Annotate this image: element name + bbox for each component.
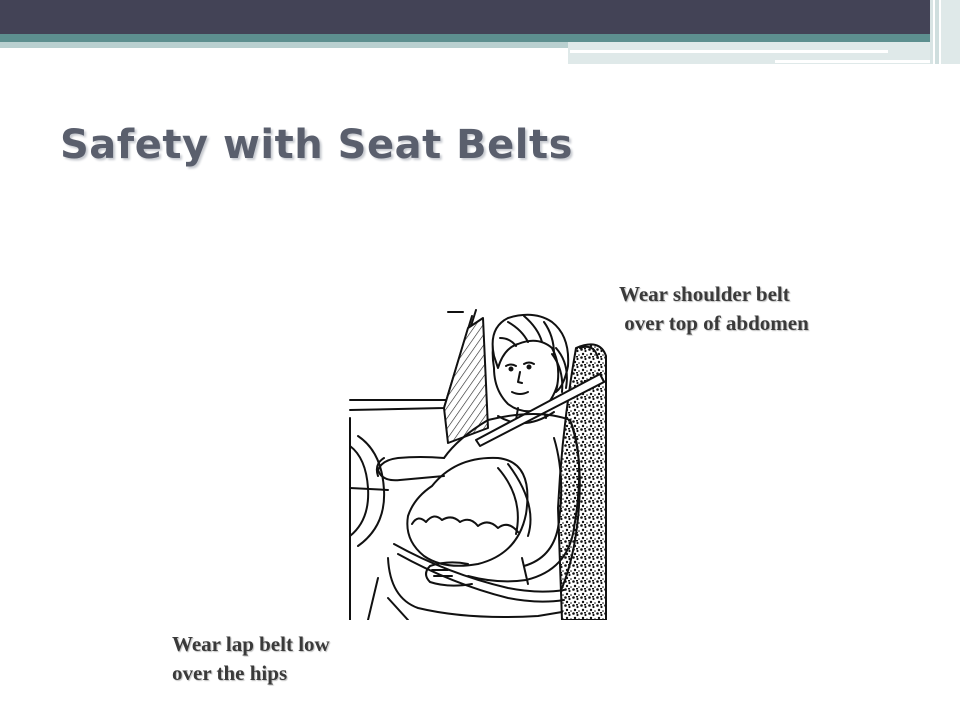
lap-caption-line1: Wear lap belt low <box>172 632 330 656</box>
shoulder-caption-line2: over top of abdomen <box>619 311 809 335</box>
header-band-dark <box>0 0 960 34</box>
header-band-stripe-lower <box>775 60 945 63</box>
header-band-teal <box>0 34 960 42</box>
shoulder-caption-line1: Wear shoulder belt <box>619 282 790 306</box>
shoulder-belt-caption <box>619 280 809 338</box>
lap-belt-caption <box>172 630 330 688</box>
header-band-corner <box>930 0 960 64</box>
pregnant-woman-seatbelt-icon <box>348 308 608 620</box>
header-band-stripe <box>570 50 888 53</box>
header-band-light <box>0 42 570 48</box>
lap-caption-line2: over the hips <box>172 661 288 685</box>
slide-title: Safety with Seat Belts <box>60 122 573 168</box>
